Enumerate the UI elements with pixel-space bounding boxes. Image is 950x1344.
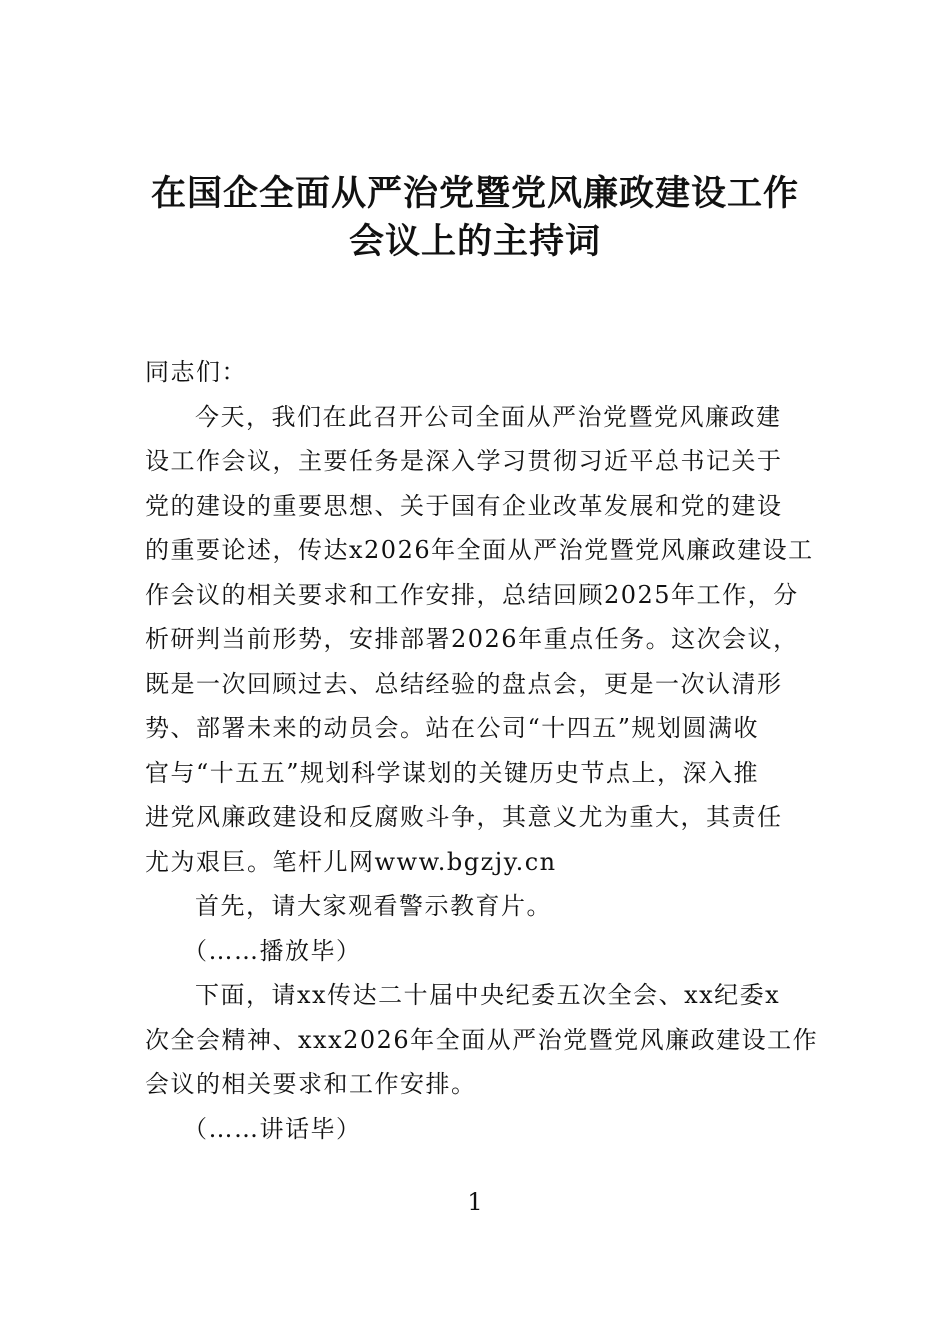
text-line: （……播放毕） [183,936,362,965]
paragraph [145,1107,815,1152]
text-line: 会议的相关要求和工作安排。 [145,1070,477,1098]
paragraph [145,395,815,885]
text-line: 次全会精神、xxx2026年全面从严治党暨党风廉政建设工作 [145,1025,819,1054]
document-title-line-2: 会议上的主持词 [348,221,601,262]
text-line: 下面，请xx传达二十届中央纪委五次全会、xx纪委x [195,981,781,1009]
text-line: 官与“十五五”规划科学谋划的关键历史节点上，深入推 [145,758,760,787]
text-line: 既是一次回顾过去、总结经验的盘点会，更是一次认清形 [145,669,783,698]
document-body [145,350,819,1151]
text-line: 的重要论述，传达x2026年全面从严治党暨党风廉政建设工 [145,536,814,564]
text-line: 析研判当前形势，安排部署2026年重点任务。这次会议， [145,625,799,653]
text-line: 进党风廉政建设和反腐败斗争，其意义尤为重大，其责任 [145,803,783,831]
text-line: 首先，请大家观看警示教育片。 [195,892,552,920]
paragraph [145,973,819,1107]
paragraph [145,929,815,974]
text-line: 同志们： [145,358,247,386]
paragraph [145,884,815,929]
text-line: 今天，我们在此召开公司全面从严治党暨党风廉政建 [195,402,782,431]
page-number: 1 [467,1188,483,1216]
text-line: 作会议的相关要求和工作安排，总结回顾2025年工作，分 [145,580,799,609]
text-line: 尤为艰巨。笔杆儿网www.bgzjy.cn [145,847,557,876]
text-line: 势、部署未来的动员会。站在公司“十四五”规划圆满收 [145,714,760,742]
paragraph [145,350,815,395]
text-line: 党的建设的重要思想、关于国有企业改革发展和党的建设 [145,491,783,520]
document-title-line-1: 在国企全面从严治党暨党风廉政建设工作 [150,173,799,214]
text-line: （……讲话毕） [183,1114,362,1143]
text-line: 设工作会议，主要任务是深入学习贯彻习近平总书记关于 [145,447,783,475]
